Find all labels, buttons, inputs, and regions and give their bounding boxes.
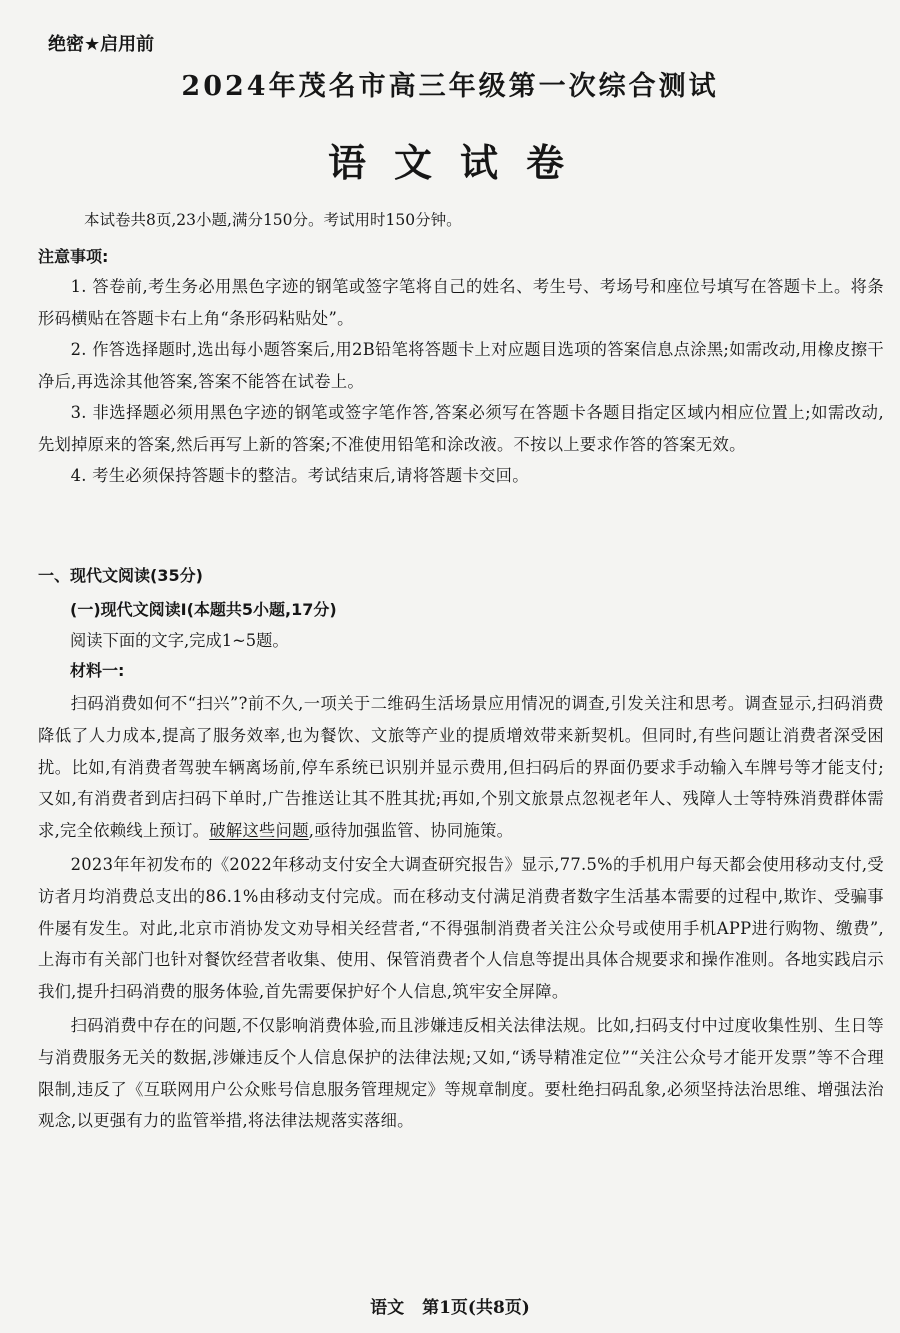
- section-heading: 一、现代文阅读(35分): [38, 566, 203, 585]
- underlined-phrase: 破解这些问题: [209, 821, 309, 841]
- material-text: [38, 688, 884, 1137]
- exam-info: 本试卷共8页,23小题,满分150分。考试用时150分钟。: [84, 211, 462, 229]
- exam-subtitle: 语文试卷: [327, 140, 592, 185]
- section-subheading: (一)现代文阅读Ⅰ(本题共5小题,17分): [70, 600, 337, 619]
- page-footer: [0, 1293, 900, 1318]
- reading-instruction: 阅读下面的文字,完成1~5题。: [70, 631, 289, 650]
- notice-list: [38, 271, 884, 492]
- notice-heading: 注意事项:: [38, 247, 109, 266]
- material-label: 材料一:: [70, 661, 125, 680]
- notice-item: 4. 考生必须保持答题卡的整洁。考试结束后,请将答题卡交回。: [70, 466, 529, 485]
- paragraph-text: ,亟待加强监管、协同施策。: [308, 821, 514, 841]
- exam-title: 2024年茂名市高三年级第一次综合测试: [181, 71, 719, 102]
- notice-item: 3. 非选择题必须用黑色字迹的钢笔或签字笔作答,答案必须写在答题卡各题目指定区域内相应位置上;如需改动,先划掉原来的答案,然后再写上新的答案;不准使用铅笔和涂改液。不按以上要求作答的答案无效。: [38, 403, 884, 454]
- paragraph-text: 扫码消费如何不“扫兴”?前不久,一项关于二维码生活场景应用情况的调查,引发关注和思考。调查显示,扫码消费降低了人力成本,提高了服务效率,也为餐饮、文旅等产业的提质增效带来新契机。但同时,有些问题让消费者深受困扰。比如,有消费者驾驶车辆离场前,停车系统已识别并显示费用,但扫码后的界面仍要求手动输入车牌号等才能支付;又如,有消费者到店扫码下单时,广告推送让其不胜其扰;再如,个别文旅景点忽视老年人、残障人士等特殊消费群体需求,完全依赖线上预订。: [38, 694, 884, 841]
- footer-subject: 语文: [370, 1298, 405, 1318]
- paragraph: 扫码消费中存在的问题,不仅影响消费体验,而且涉嫌违反相关法律法规。比如,扫码支付中过度收集性别、生日等与消费服务无关的数据,涉嫌违反个人信息保护的法律法规;又如,“诱导精准定位”“关注公众号才能开发票”等不合理限制,违反了《互联网用户公众账号信息服务管理规定》等规章制度。要杜绝扫码乱象,必须坚持法治思维、增强法治观念,以更强有力的监管举措,将法律法规落实落细。: [38, 1015, 884, 1131]
- notice-item: 2. 作答选择题时,选出每小题答案后,用2B铅笔将答题卡上对应题目选项的答案信息点涂黑;如需改动,用橡皮擦干净后,再选涂其他答案,答案不能答在试卷上。: [38, 340, 884, 391]
- paragraph: 2023年年初发布的《2022年移动支付安全大调查研究报告》显示,77.5%的手机用户每天都会使用移动支付,受访者月均消费总支出的86.1%由移动支付完成。而在移动支付满足消费者数字生活基本需要的过程中,欺诈、受骗事件屡有发生。对此,北京市消协发文劝导相关经营者,“不得强制消费者关注公众号或使用手机APP进行购物、缴费”,上海市有关部门也针对餐饮经营者收集、使用、保管消费者个人信息等提出具体合规要求和操作准则。各地实践启示我们,提升扫码消费的服务体验,首先需要保护好个人信息,筑牢安全屏障。: [38, 854, 884, 1002]
- notice-item: 1. 答卷前,考生务必用黑色字迹的钢笔或签字笔将自己的姓名、考生号、考场号和座位号填写在答题卡上。将条形码横贴在答题卡右上角“条形码粘贴处”。: [38, 277, 884, 328]
- confidential-mark: 绝密★启用前: [48, 34, 155, 55]
- footer-page-number: 第1页(共8页): [422, 1298, 530, 1318]
- paragraph: [38, 688, 884, 847]
